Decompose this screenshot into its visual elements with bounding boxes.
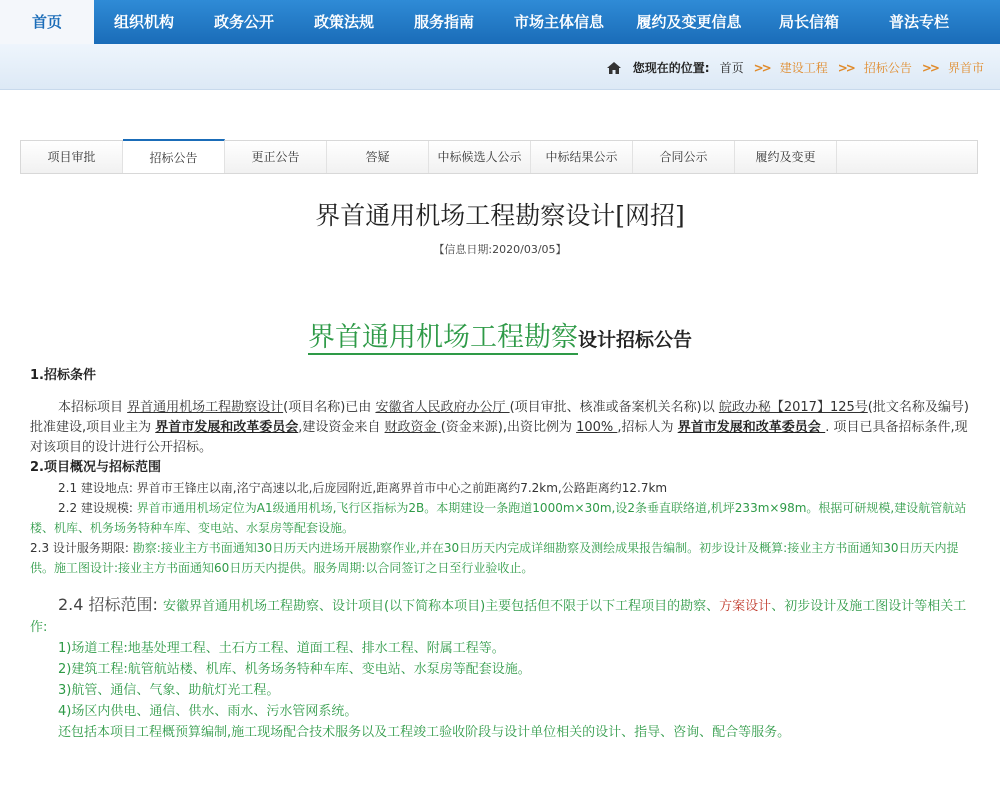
nav-performance-changes[interactable]: 履约及变更信息 bbox=[636, 13, 742, 31]
scope-closing: 还包括本项目工程概预算编制,施工现场配合技术服务以及工程竣工验收阶段与设计单位相关的设计、指导、咨询、配合等服务。 bbox=[58, 725, 791, 740]
nav-home[interactable]: 首页 bbox=[0, 0, 94, 44]
scope-item: 4)场区内供电、通信、供水、雨水、污水管网系统。 bbox=[58, 704, 358, 719]
nav-policies[interactable]: 政策法规 bbox=[313, 13, 374, 31]
tab-project-approval[interactable]: 项目审批 bbox=[21, 141, 123, 173]
notice-content bbox=[30, 366, 975, 743]
section-2-3: 2.3 设计服务期限: 勘察:接业主方书面通知30日历天内进场开展勘察作业,并在30日历天内完成详细勘察及测绘成果报告编制。初步设计及概算:接业主方书面通知30日历天内提供。施工图设计:接业主方书面通知60日历天内提供。服务周期:以合同签订之日至行业验收止。 bbox=[30, 541, 959, 575]
breadcrumb bbox=[607, 59, 984, 76]
nav-market-entities[interactable]: 市场主体信息 bbox=[513, 13, 604, 31]
tab-qa[interactable]: 答疑 bbox=[327, 141, 429, 173]
funding-ratio: 100% bbox=[576, 420, 618, 435]
notice-title bbox=[0, 315, 1000, 354]
category-tabs bbox=[20, 140, 978, 174]
breadcrumb-lead: 您现在的位置: bbox=[632, 61, 710, 75]
project-owner: 界首市发展和改革委员会 bbox=[155, 420, 299, 435]
section-1-body: 本招标项目 界首通用机场工程勘察设计(项目名称)已由 安徽省人民政府办公厅 (项目审批、核准或备案机关名称)以 皖政办秘【2017】125号(批文名称及编号)批准建设,项目业主为 界首市发展和改革委员会,建设资金来自 财政资金 (资金来源),出资比例为 100% ,招标人为 界首市发展和改革委员会 . 项目已具备招标条件,现对该项目的设计进行公开招标。 bbox=[30, 400, 969, 455]
breadcrumb-jieshou[interactable]: 界首市 bbox=[947, 61, 984, 75]
notice-title-suffix: 设计招标公告 bbox=[577, 329, 692, 351]
tab-tender-notice[interactable]: 招标公告 bbox=[123, 139, 225, 173]
approval-authority: 安徽省人民政府办公厅 bbox=[375, 400, 510, 415]
section-heading-1: 1.招标条件 bbox=[30, 368, 96, 383]
nav-organization[interactable]: 组织机构 bbox=[113, 13, 174, 31]
fund-source: 财政资金 bbox=[384, 420, 441, 435]
breadcrumb-bar bbox=[0, 44, 1000, 90]
section-heading-2: 2.项目概况与招标范围 bbox=[30, 460, 161, 475]
top-nav bbox=[0, 0, 1000, 44]
breadcrumb-tender-notice[interactable]: 招标公告 bbox=[863, 61, 912, 75]
nav-law-column[interactable]: 普法专栏 bbox=[888, 13, 949, 31]
breadcrumb-separator: >> bbox=[837, 60, 854, 75]
nav-service-guide[interactable]: 服务指南 bbox=[413, 13, 474, 31]
page-title: 界首通用机场工程勘察设计[网招] bbox=[315, 201, 685, 230]
tab-candidate-publicity[interactable]: 中标候选人公示 bbox=[429, 141, 531, 173]
breadcrumb-separator: >> bbox=[753, 60, 770, 75]
home-icon bbox=[607, 62, 621, 74]
info-date: 【信息日期:2020/03/05】 bbox=[433, 243, 567, 256]
section-2-4: 2.4 招标范围: 安徽界首通用机场工程勘察、设计项目(以下简称本项目)主要包括但不限于以下工程项目的勘察、方案设计、初步设计及施工图设计等相关工作: bbox=[30, 595, 967, 635]
project-name: 界首通用机场工程勘察设计 bbox=[127, 400, 284, 415]
breadcrumb-home[interactable]: 首页 bbox=[719, 61, 744, 75]
scope-item: 2)建筑工程:航管航站楼、机库、机务场务特种车库、变电站、水泵房等配套设施。 bbox=[58, 662, 531, 677]
section-2-1: 2.1 建设地点: 界首市王锋庄以南,洺宁高速以北,后庞园附近,距离界首市中心之前距离约7.2km,公路距离约12.7km bbox=[58, 481, 668, 495]
notice-title-main: 界首通用机场工程勘察 bbox=[307, 322, 578, 353]
tab-performance-changes[interactable]: 履约及变更 bbox=[735, 141, 837, 173]
scope-item: 1)场道工程:地基处理工程、土石方工程、道面工程、排水工程、附属工程等。 bbox=[58, 641, 505, 656]
nav-government-affairs[interactable]: 政务公开 bbox=[213, 13, 274, 31]
nav-director-mailbox[interactable]: 局长信箱 bbox=[778, 13, 839, 31]
tenderer: 界首市发展和改革委员会 bbox=[677, 420, 826, 435]
section-2-2: 2.2 建设规模: 界首市通用机场定位为A1级通用机场,飞行区指标为2B。本期建设一条跑道1000m×30m,设2条垂直联络道,机坪233m×98m。根据可研规模,建设航管航站楼、机库、机务场务特种车库、变电站、水泵房等配套设施。 bbox=[30, 501, 967, 535]
tab-result-publicity[interactable]: 中标结果公示 bbox=[531, 141, 633, 173]
breadcrumb-separator: >> bbox=[921, 60, 938, 75]
scope-item: 3)航管、通信、气象、助航灯光工程。 bbox=[58, 683, 280, 698]
breadcrumb-construction[interactable]: 建设工程 bbox=[779, 61, 828, 75]
approval-doc-number: 皖政办秘【2017】125号 bbox=[718, 400, 868, 415]
tab-correction-notice[interactable]: 更正公告 bbox=[225, 141, 327, 173]
tab-contract-publicity[interactable]: 合同公示 bbox=[633, 141, 735, 173]
